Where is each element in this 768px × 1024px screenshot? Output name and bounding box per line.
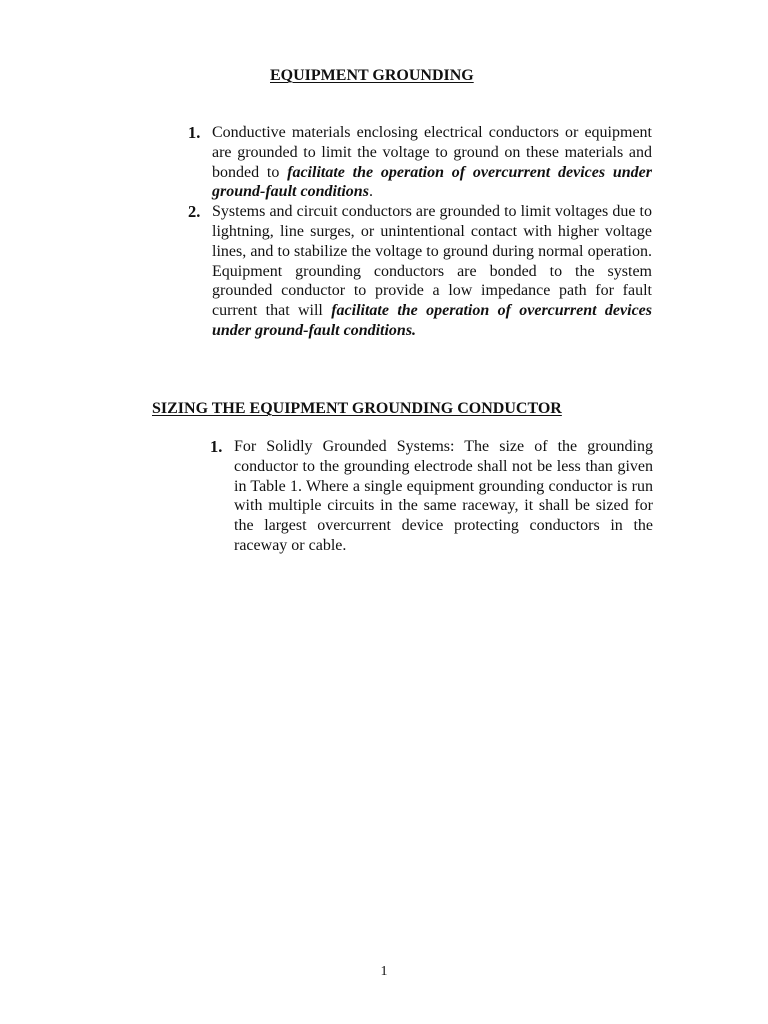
sizing-conductor-list: [210, 437, 653, 556]
list-item-trailing: .: [368, 183, 373, 201]
list-item-text: Conductive materials enclosing electrical conductors or equipment are grounded to limit the voltage to ground on these materials and bonded to: [212, 124, 652, 181]
equipment-grounding-list: [188, 123, 652, 341]
section-heading-equipment-grounding: EQUIPMENT GROUNDING: [270, 67, 474, 84]
list-item-number: 2.: [188, 202, 201, 222]
list-item-emphasis: facilitate the operation of overcurrent devices under ground-fault conditions.: [212, 302, 652, 339]
list-item: [188, 202, 652, 341]
list-item-number: 1.: [210, 437, 223, 456]
list-item-number: 1.: [188, 123, 201, 142]
list-item-text: For Solidly Grounded Systems: The size of the grounding conductor to the grounding electrode shall not be less than given in Table 1. Where a single equipment grounding conductor is run with multiple circuits in the same raceway, it shall be sized for the largest overcurrent device protecting conductors in the raceway or cable.: [234, 438, 653, 554]
list-item-text: Systems and circuit conductors are grounded to limit voltages due to lightning, line surges, or unintentional contact with higher voltage lines, and to stabilize the voltage to ground during normal operation. Equipment grounding conductors are bonded to the system grounded conductor to provide a low impedance path for fault current that will: [212, 203, 652, 320]
list-item-emphasis: facilitate the operation of overcurrent devices under ground-fault conditions: [212, 163, 653, 201]
section-heading-sizing-conductor: SIZING THE EQUIPMENT GROUNDING CONDUCTOR: [152, 400, 562, 417]
page-number: 1: [380, 964, 388, 979]
list-item: [210, 437, 653, 556]
list-item: [188, 123, 652, 202]
